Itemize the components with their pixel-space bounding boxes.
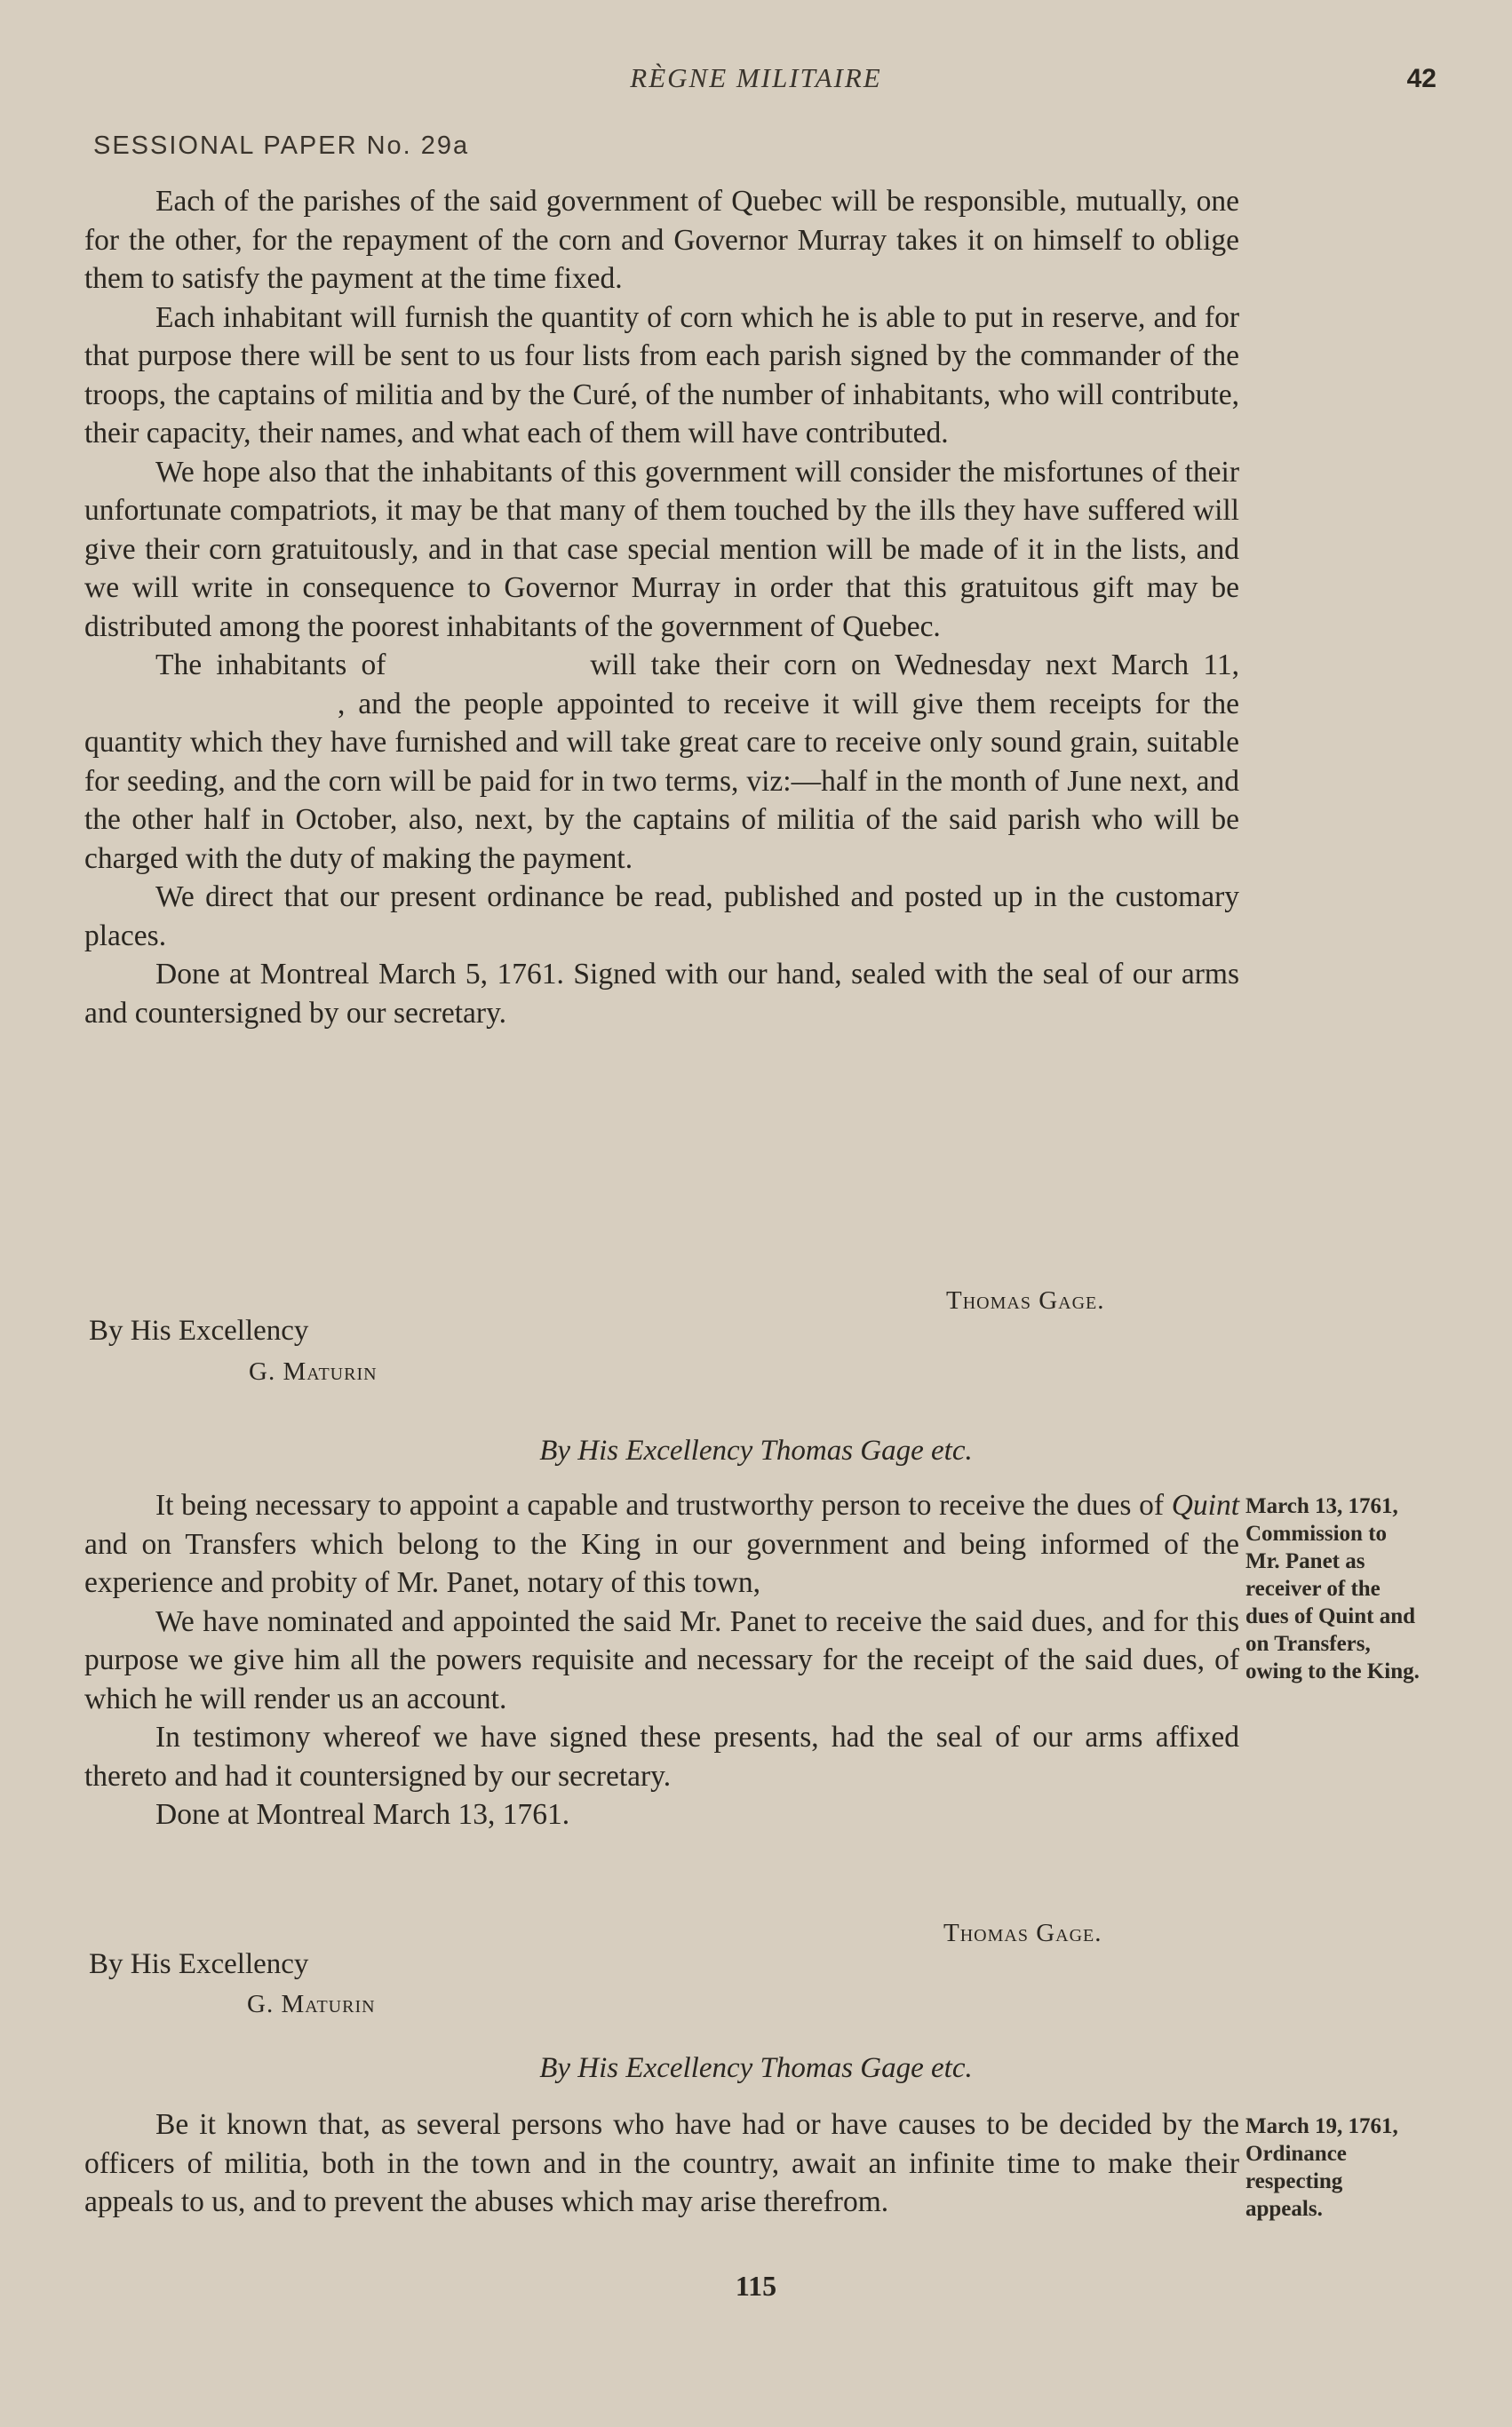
margin-note: March 13, 1761, Commission to Mr. Panet as receiver of the dues of Quint and on Transfers, owing to the King. [1245,1494,1420,1683]
text-run: , and the people appointed to receive it will give them receipts for the quantity which they have furnished and will take great care to receive only sound grain, suitable for seeding, and the corn will be paid for in two terms, viz:—half in the month of June next, and the other half in October, also, next, by the captains of militia of the said parish who will be charged with the duty of making the payment. [84,687,1239,875]
paragraph: Each of the parishes of the said government of Quebec will be responsible, mutually, one for the other, for the repayment of the corn and Governor Murray takes it on himself to oblige them to satisfy the payment at the time fixed. [84,185,1239,295]
paragraph [84,646,1239,878]
by-his-excellency: By His Excellency [89,1948,309,1980]
section-heading: By His Excellency Thomas Gage etc. [539,1435,973,1467]
paragraph: We direct that our present ordinance be read, published and posted up in the customary places. [84,880,1239,952]
section-2-body [84,1486,1239,1834]
secretary-signature: G. Maturin [247,1990,376,2018]
text-run: It being necessary to appoint a capable and trustworthy person to receive the dues of [155,1489,1165,1522]
text-run: and on Transfers which belong to the King in our government and being informed of the experience and probity of Mr. Panet, notary of this town, [84,1527,1239,1599]
italic-term: Quint [1171,1489,1239,1522]
paragraph: Be it known that, as several persons who have had or have causes to be decided by the officers of militia, both in the town and in the country, await an infinite time to make their appeals to us, and to prevent the abuses which may arise therefrom. [84,2108,1239,2218]
margin-note: March 19, 1761, Ordinance respecting appeals. [1245,2114,1398,2221]
paragraph: Done at Montreal March 5, 1761. Signed with our hand, sealed with the seal of our arms and countersigned by our secretary. [84,958,1239,1030]
paragraph [84,1486,1239,1603]
section-1-body [84,182,1239,1032]
secretary-signature: G. Maturin [249,1357,378,1386]
section-heading: By His Excellency Thomas Gage etc. [539,2052,973,2084]
text-run: The inhabitants of [155,649,386,681]
section-3-body [84,2105,1239,2222]
signature: Thomas Gage. [943,1919,1102,1947]
text-run: will take their corn on Wednesday next March 11, [590,649,1239,681]
paragraph: We have nominated and appointed the said Mr. Panet to receive the said dues, and for this purpose we give him all the powers requisite and necessary for the receipt of the said dues, of which he will render us an account. [84,1604,1239,1715]
footer-page-number: 115 [735,2270,777,2302]
by-his-excellency: By His Excellency [89,1315,309,1347]
sessional-paper-label: SESSIONAL PAPER No. 29a [93,131,470,160]
page-number: 42 [1406,64,1436,93]
paragraph: We hope also that the inhabitants of this government will consider the misfortunes of their unfortunate compatriots, it may be that many of them touched by the ills they have suffered will give their corn gratuitously, and in that case special mention will be made of it in the lists, and we will write in consequence to Governor Murray in order that this gratuitous gift may be distributed among the poorest inhabitants of the government of Quebec. [84,455,1239,643]
paragraph: In testimony whereof we have signed these presents, had the seal of our arms affixed thereto and had it countersigned by our secretary. [84,1721,1239,1793]
paragraph: Done at Montreal March 13, 1761. [155,1798,570,1831]
signature: Thomas Gage. [946,1286,1105,1315]
paragraph: Each inhabitant will furnish the quantity of corn which he is able to put in reserve, and for that purpose there will be sent to us four lists from each parish signed by the commander of the troops, the captains of militia and by the Curé, of the number of inhabitants, who will contribute, their capacity, their names, and what each of them will have contributed. [84,300,1239,450]
running-head: RÈGNE MILITAIRE [630,62,882,93]
